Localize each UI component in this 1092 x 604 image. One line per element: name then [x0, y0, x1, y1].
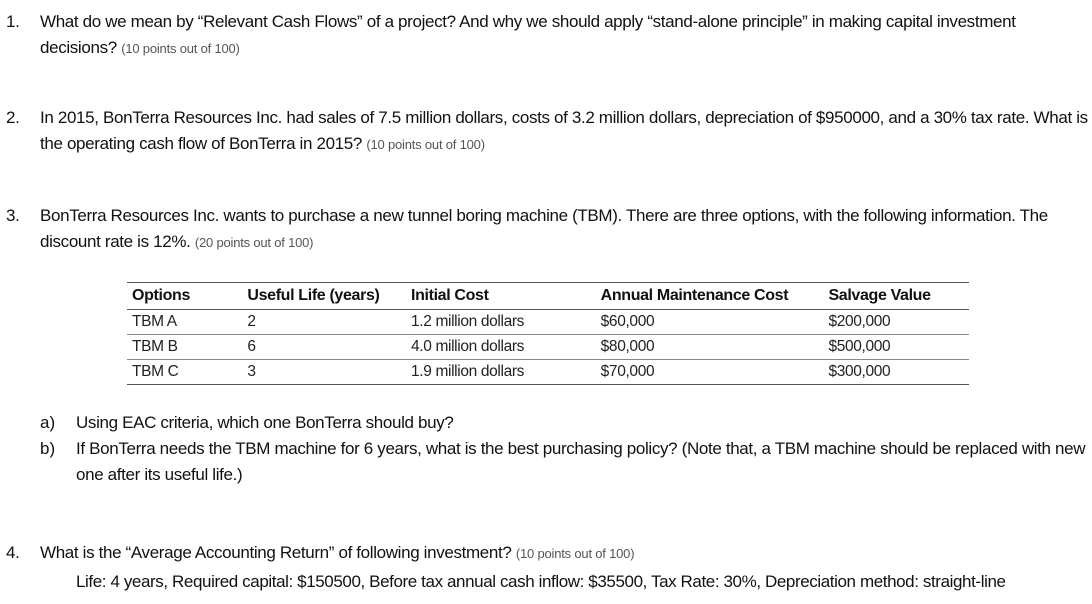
points-label: (10 points out of 100)	[366, 137, 485, 152]
table-header-cell: Salvage Value	[828, 287, 931, 304]
question-body: In 2015, BonTerra Resources Inc. had sales of 7.5 million dollars, costs of 3.2 million dollars, depreciation of $950000, and a 30% tax rate. What is the operating cash flow of BonTerra in 2015?	[40, 108, 1088, 153]
table-cell: $300,000	[828, 363, 891, 380]
sub-question-text: If BonTerra needs the TBM machine for 6 years, what is the best purchasing policy? (Note that, a TBM machine should be replaced with new one after its useful life.)	[76, 439, 1086, 484]
question-number: 4.	[6, 543, 20, 562]
sub-question-text: Using EAC criteria, which one BonTerra should buy?	[76, 413, 454, 432]
question-text	[40, 105, 1088, 158]
points-label: (10 points out of 100)	[121, 41, 240, 56]
table-cell: TBM C	[132, 363, 179, 380]
question-number: 3.	[6, 206, 20, 225]
question-body: What is the “Average Accounting Return” of following investment?	[40, 543, 512, 562]
question-number: 2.	[6, 108, 20, 127]
table-cell: $80,000	[600, 338, 655, 355]
table-cell: TBM A	[132, 313, 177, 330]
question-text	[40, 9, 1088, 62]
table-cell: 4.0 million dollars	[410, 338, 525, 355]
table-cell: $70,000	[600, 363, 655, 380]
table-header-row	[127, 283, 969, 310]
table-header-cell: Options	[132, 287, 190, 304]
sub-question-label: b)	[40, 439, 56, 458]
table-cell: TBM B	[132, 338, 178, 355]
question-number: 1.	[6, 12, 20, 31]
question-text	[40, 203, 1088, 256]
table-cell: 6	[247, 338, 256, 355]
table-cell: 3	[247, 363, 256, 380]
table-row	[127, 360, 969, 385]
question-body: What do we mean by “Relevant Cash Flows” of a project? And why we should apply “stand-alone principle” in making capital investment decisions?	[40, 12, 1016, 57]
question-text	[40, 540, 1088, 567]
points-label: (10 points out of 100)	[515, 546, 635, 561]
table-cell: $200,000	[828, 313, 891, 330]
question-4-detail: Life: 4 years, Required capital: $150500, Before tax annual cash inflow: $35500, Tax Rate: 30%, Depreciation method: straight-line	[76, 572, 1006, 591]
tbm-options-table	[127, 282, 969, 385]
table-header-cell: Initial Cost	[410, 287, 489, 304]
table-header-cell: Useful Life (years)	[247, 287, 380, 304]
table-cell: $500,000	[828, 338, 891, 355]
table-row	[127, 335, 969, 360]
table-cell: 1.9 million dollars	[410, 363, 525, 380]
sub-question-label: a)	[40, 413, 56, 432]
question-body: BonTerra Resources Inc. wants to purchase a new tunnel boring machine (TBM). There are three options, with the following information. The discount rate is 12%.	[40, 206, 1048, 251]
points-label: (20 points out of 100)	[194, 235, 314, 250]
table-cell: $60,000	[600, 313, 655, 330]
table-header-cell: Annual Maintenance Cost	[600, 287, 789, 304]
table-row	[127, 310, 969, 335]
table-cell: 2	[247, 313, 256, 330]
table-cell: 1.2 million dollars	[410, 313, 525, 330]
